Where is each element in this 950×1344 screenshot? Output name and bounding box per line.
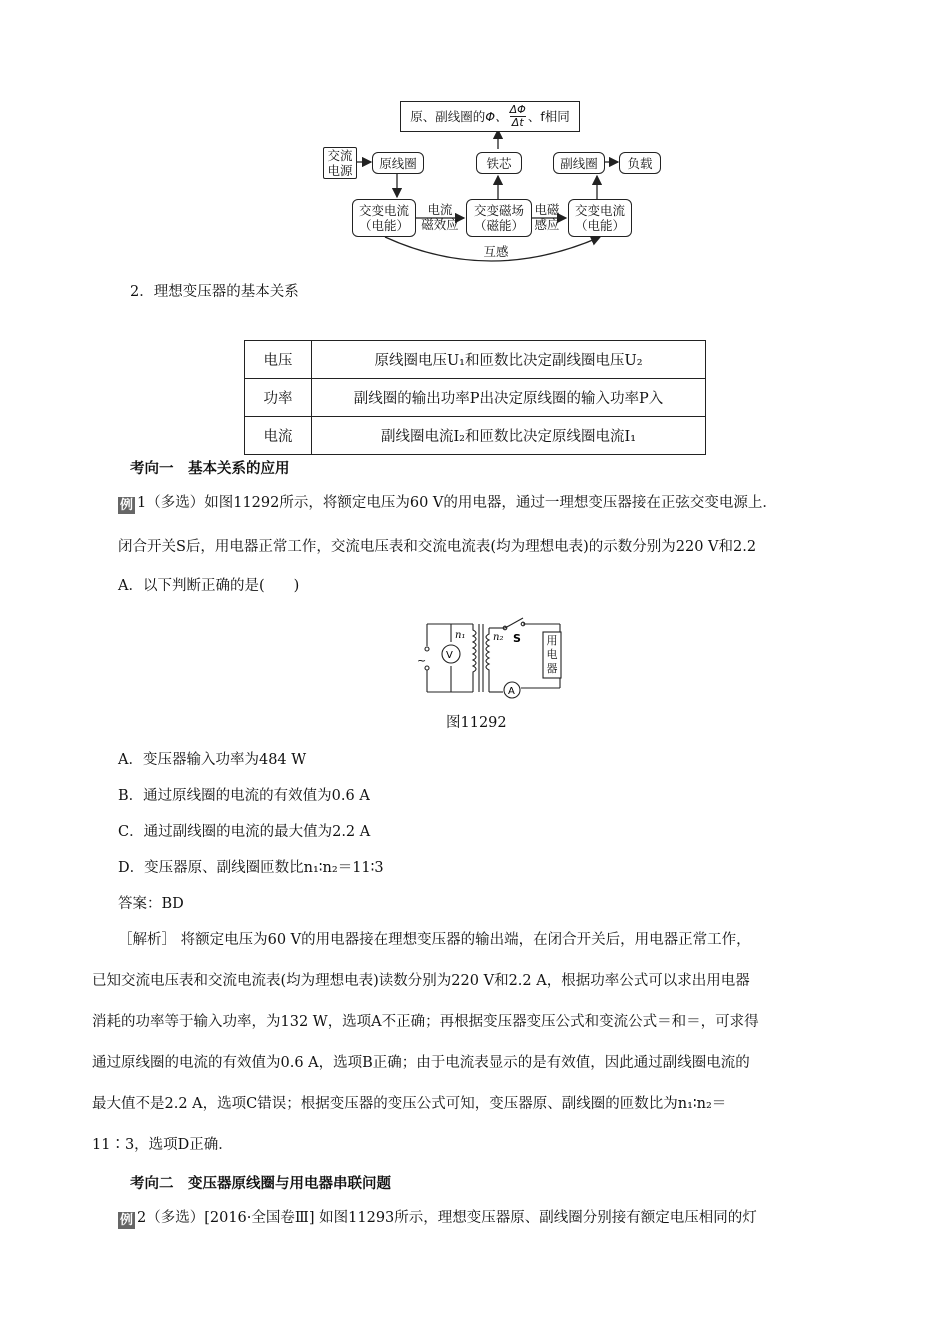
flow-ac-source bbox=[323, 147, 357, 179]
flow-mag-line1: 交变磁场 bbox=[473, 203, 524, 218]
flow-mag-line2: （磁能） bbox=[473, 218, 524, 233]
flow-ac-current-left bbox=[352, 199, 416, 237]
example-1-text1: 1（多选）如图11292所示，将额定电压为60 V的用电器，通过一理想变压器接在正弦交变电源上． bbox=[137, 495, 777, 511]
relation-key: 功率 bbox=[245, 379, 312, 417]
example-2-text1: 2（多选）[2016·全国卷Ⅲ] 如图11293所示，理想变压器原、副线圈分别接有额定电压相同的灯 bbox=[137, 1210, 757, 1226]
analysis-line3: 消耗的功率等于输入功率，为132 W，选项A不正确；再根据变压器变压公式和变流公式＝和＝，可求得 bbox=[92, 1014, 759, 1030]
flow-arrow2-label bbox=[529, 202, 565, 232]
option-a: A．变压器输入功率为484 W bbox=[118, 752, 307, 768]
option-c: C．通过副线圈的电流的最大值为2.2 A bbox=[118, 824, 371, 840]
analysis-line1: ［解析］ 将额定电压为60 V的用电器接在理想变压器的输出端，在闭合开关后，用电器正常工作， bbox=[118, 932, 751, 948]
flow-top-suffix: 、f相同 bbox=[527, 109, 570, 124]
table-row bbox=[245, 417, 706, 455]
flow-primary bbox=[372, 152, 424, 174]
flow-ac-source-line2: 电源 bbox=[327, 163, 353, 178]
option-b: B．通过原线圈的电流的有效值为0.6 A bbox=[118, 788, 370, 804]
flow-secondary-label: 副线圈 bbox=[560, 155, 598, 171]
option-d: D．变压器原、副线圈匝数比n₁∶n₂＝11∶3 bbox=[118, 860, 384, 876]
flow-ac-current-right bbox=[568, 199, 632, 237]
flow-core-label: 铁芯 bbox=[486, 155, 512, 171]
flow-core bbox=[476, 152, 522, 174]
flow-top-prefix: 原、副线圈的 bbox=[410, 109, 486, 124]
flow-mag-field bbox=[466, 199, 532, 237]
device-label: 用电器 bbox=[546, 634, 558, 675]
flow-arrow1-line2: 磁效应 bbox=[421, 217, 459, 232]
flow-arrow2-line2: 感应 bbox=[534, 217, 560, 232]
answer: 答案：BD bbox=[118, 896, 184, 912]
ac-tilde: ~ bbox=[417, 654, 427, 667]
analysis-line4: 通过原线圈的电流的有效值为0.6 A，选项B正确；由于电流表显示的是有效值，因此通过副线圈电流的 bbox=[92, 1055, 750, 1071]
flow-load bbox=[619, 152, 661, 174]
example-badge: 例 bbox=[119, 498, 133, 513]
analysis-line6: 11∶3，选项D正确． bbox=[92, 1137, 233, 1153]
figure-caption: 图11292 bbox=[446, 715, 507, 731]
flow-load-label: 负载 bbox=[627, 155, 653, 171]
table-row bbox=[245, 379, 706, 417]
flow-arrow2-line1: 电磁 bbox=[534, 202, 560, 217]
flow-arrow1-line1: 电流 bbox=[427, 202, 453, 217]
ammeter-label: A bbox=[508, 686, 515, 697]
topic-1-heading: 考向一 基本关系的应用 bbox=[130, 461, 290, 477]
flow-secondary bbox=[553, 152, 605, 174]
flow-primary-label: 原线圈 bbox=[379, 155, 417, 171]
topic-2-heading: 考向二 变压器原线圈与用电器串联问题 bbox=[130, 1176, 391, 1192]
n1-label: n₁ bbox=[455, 630, 466, 641]
relation-value: 副线圈的输出功率P出决定原线圈的输入功率P入 bbox=[312, 379, 706, 417]
flow-top-phi: Φ、 bbox=[485, 109, 508, 124]
relations-table bbox=[244, 340, 706, 455]
flow-top-num: ΔΦ bbox=[509, 103, 526, 116]
example-1-line3: A．以下判断正确的是( ) bbox=[118, 578, 300, 594]
flow-arrow1-label bbox=[418, 202, 462, 232]
table-row bbox=[245, 341, 706, 379]
example-1-line1 bbox=[118, 493, 863, 514]
analysis-line5: 最大值不是2.2 A，选项C错误；根据变压器的变压公式可知，变压器原、副线圈的匝数比为n₁∶n₂＝ bbox=[92, 1096, 727, 1112]
flow-ac-source-line1: 交流 bbox=[327, 148, 353, 163]
relation-value: 原线圈电压U₁和匝数比决定副线圈电压U₂ bbox=[312, 341, 706, 379]
flow-top-box bbox=[400, 101, 580, 132]
section-2-heading: 2．理想变压器的基本关系 bbox=[130, 284, 299, 300]
switch-label: S bbox=[513, 632, 521, 645]
example-badge: 例 bbox=[119, 1213, 133, 1228]
example-1-line2: 闭合开关S后，用电器正常工作，交流电压表和交流电流表(均为理想电表)的示数分别为220 V和2.2 bbox=[118, 539, 757, 555]
n2-label: n₂ bbox=[493, 632, 504, 643]
relation-value: 副线圈电流I₂和匝数比决定原线圈电流I₁ bbox=[312, 417, 706, 455]
flow-top-den: Δt bbox=[511, 116, 524, 129]
voltmeter-label: V bbox=[446, 650, 453, 661]
flow-ac-right-line1: 交变电流 bbox=[574, 203, 625, 218]
example-2-line1 bbox=[118, 1208, 863, 1229]
flow-ac-left-line2: （电能） bbox=[358, 218, 409, 233]
flow-ac-left-line1: 交变电流 bbox=[358, 203, 409, 218]
analysis-line2: 已知交流电压表和交流电流表(均为理想电表)读数分别为220 V和2.2 A，根据功率公式可以求出用电器 bbox=[92, 973, 750, 989]
flow-ac-right-line2: （电能） bbox=[574, 218, 625, 233]
flow-top-fraction bbox=[510, 104, 526, 129]
relation-key: 电压 bbox=[245, 341, 312, 379]
relation-key: 电流 bbox=[245, 417, 312, 455]
flow-arrows bbox=[0, 0, 950, 280]
flow-mutual-label: 互感 bbox=[483, 244, 509, 259]
